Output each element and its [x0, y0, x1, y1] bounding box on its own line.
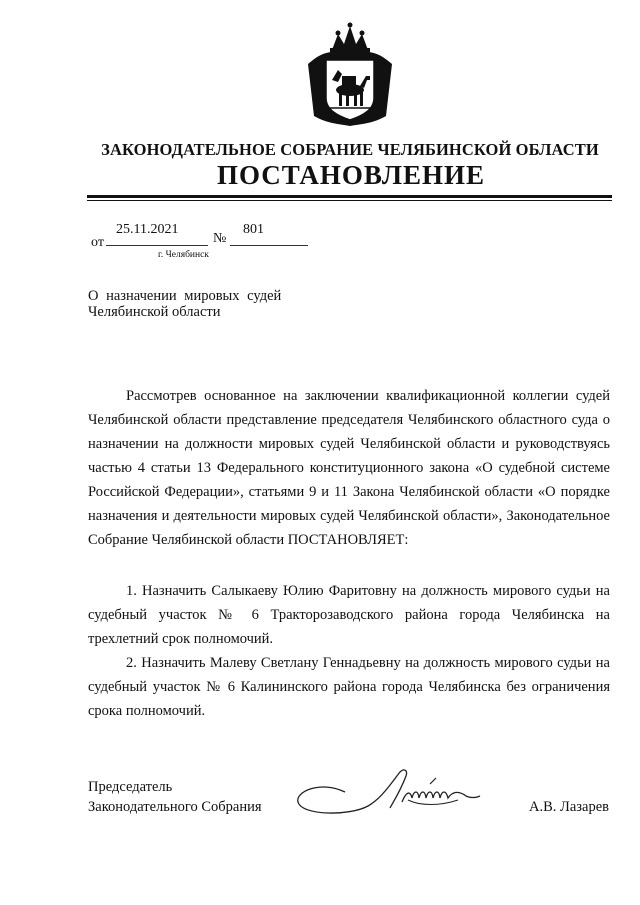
subject-line-2: Челябинской области [88, 304, 221, 320]
header-divider-thin [87, 200, 612, 201]
subject-line-1: О назначении мировых судей [88, 288, 282, 304]
document-date: 25.11.2021 [116, 222, 179, 237]
position-line-1: Председатель [88, 779, 173, 795]
header-divider-thick [87, 195, 612, 198]
signatory-name: А.В. Лазарев [529, 799, 609, 815]
preamble-paragraph: Рассмотрев основанное на заключении квалификационной коллегии судей Челябинской области представление председателя Челябинского областного суда о назначении на должности мировых судей Челябинской области и руководствуясь частью 4 статьи 13 Федерального конституционного закона «О судебной системе Российской Федерации», статьями 9 и 11 Закона Челябинской области «О порядке назначения и деятельности мировых судей Челябинской области», Законодательное Собрание Челябинской области ПОСТАНОВЛЯЕТ: [88, 388, 610, 548]
signatory-position [88, 777, 262, 817]
position-line-2: Законодательного Собрания [88, 799, 262, 815]
from-label: от [91, 235, 104, 250]
number-underline [230, 245, 308, 246]
resolution-item-2: 2. Назначить Малеву Светлану Геннадьевну на должность мирового судьи на судебный участок № 6 Калининского района города Челябинска без ограничения срока полномочий. [88, 655, 610, 719]
organization-title: ЗАКОНОДАТЕЛЬНОЕ СОБРАНИЕ ЧЕЛЯБИНСКОЙ ОБЛАСТИ [101, 140, 599, 159]
handwritten-signature-icon [290, 762, 490, 822]
document-type-title: ПОСТАНОВЛЕНИЕ [216, 160, 486, 190]
date-underline [106, 245, 208, 246]
place-label: г. Челябинск [158, 250, 209, 260]
resolution-item-1: 1. Назначить Салыкаеву Юлию Фаритовну на должность мирового судьи на судебный участок № 6 Тракторозаводского района города Челябинска на трехлетний срок полномочий. [88, 583, 610, 647]
coat-of-arms-icon [302, 20, 398, 128]
number-label: № [213, 231, 227, 246]
document-number: 801 [243, 222, 264, 237]
